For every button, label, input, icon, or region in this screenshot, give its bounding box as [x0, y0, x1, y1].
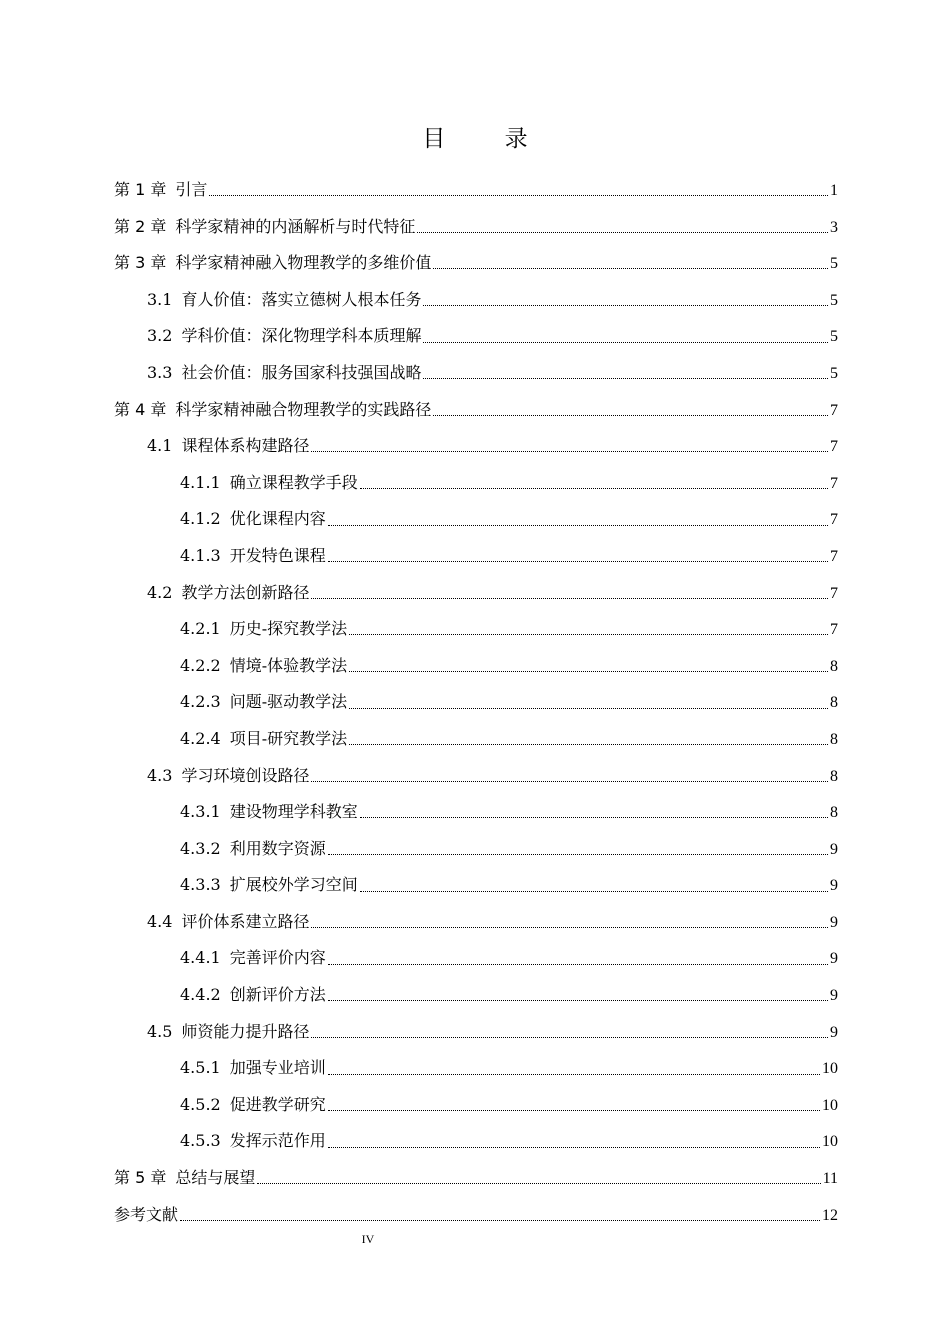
toc-dot-leader: [433, 402, 828, 418]
toc-entry[interactable]: [114, 428, 838, 465]
toc-entry-page: 7: [830, 401, 838, 419]
toc-entry-number: 4.4.2: [180, 985, 221, 1005]
toc-entry-page: 9: [830, 1023, 838, 1041]
toc-entry[interactable]: [114, 867, 838, 904]
toc-entry-page: 8: [830, 730, 838, 748]
toc-entry-page: 7: [830, 547, 838, 565]
toc-entry-page: 5: [830, 328, 838, 346]
toc-dot-leader: [433, 255, 828, 271]
toc-entry-title: 科学家精神的内涵解析与时代特征: [175, 216, 416, 236]
toc-entry-title: 建设物理学科教室: [229, 802, 358, 822]
toc-dot-leader: [328, 1097, 820, 1113]
toc-entry[interactable]: [114, 758, 838, 795]
toc-entry[interactable]: [114, 977, 838, 1014]
toc-entry[interactable]: [114, 940, 838, 977]
toc-entry-title: 历史-探究教学法: [229, 619, 348, 639]
toc-dot-leader: [349, 695, 828, 711]
toc-entry-number: 第 4 章: [114, 399, 167, 419]
toc-entry[interactable]: [114, 392, 838, 429]
toc-dot-leader: [417, 219, 828, 235]
toc-entry-title: 评价体系建立路径: [181, 911, 310, 931]
toc-dot-leader: [423, 329, 828, 345]
toc-entry-page: 7: [830, 621, 838, 639]
toc-entry-page: 8: [830, 767, 838, 785]
toc-entry-page: 12: [822, 1206, 838, 1224]
toc-entry-number: 4.3.3: [180, 875, 221, 895]
toc-entry[interactable]: [114, 245, 838, 282]
toc-dot-leader: [328, 548, 828, 564]
toc-dot-leader: [311, 1024, 828, 1040]
toc-dot-leader: [349, 731, 828, 747]
toc-entry[interactable]: [114, 575, 838, 612]
toc-entry-page: 8: [830, 694, 838, 712]
toc-title: 目 录: [422, 126, 554, 152]
toc-entry[interactable]: [114, 1160, 838, 1197]
toc-dot-leader: [209, 182, 828, 198]
toc-dot-leader: [328, 512, 828, 528]
toc-entry-page: 7: [830, 474, 838, 492]
toc-entry-page: 9: [830, 950, 838, 968]
toc-entry-page: 10: [822, 1060, 838, 1078]
toc-entry-page: 7: [830, 511, 838, 529]
toc-entry[interactable]: [114, 1197, 838, 1234]
toc-dot-leader: [328, 1134, 820, 1150]
toc-entry[interactable]: [114, 904, 838, 941]
toc-entry-number: 第 1 章: [114, 180, 167, 199]
toc-entry-title: 学习环境创设路径: [181, 765, 310, 785]
toc-entry[interactable]: [114, 1014, 838, 1051]
toc-entry-page: 5: [830, 364, 838, 382]
toc-entry[interactable]: [114, 1123, 838, 1160]
toc-entry-page: 11: [822, 1170, 838, 1188]
toc-dot-leader: [311, 438, 828, 454]
toc-entry-title: 情境-体验教学法: [229, 655, 348, 675]
toc-dot-leader: [328, 1061, 820, 1077]
toc-entry-title: 利用数字资源: [229, 838, 326, 858]
toc-entry[interactable]: [114, 465, 838, 502]
toc-entry-number: 4.2.3: [180, 692, 221, 712]
toc-entry-title: 参考文献: [114, 1204, 179, 1224]
toc-entry-title: 科学家精神融合物理教学的实践路径: [175, 399, 432, 419]
toc-entry-number: 4.5: [147, 1021, 173, 1041]
toc-entry-number: 4.1.1: [180, 472, 221, 492]
toc-entry-number: 4.2.4: [180, 728, 221, 748]
toc-entry-page: 8: [830, 657, 838, 675]
toc-entry[interactable]: [114, 318, 838, 355]
toc-entry-page: 3: [830, 218, 838, 236]
toc-entry-title: 教学方法创新路径: [181, 582, 310, 602]
toc-entry-title: 加强专业培训: [229, 1058, 326, 1078]
toc-entry-page: 5: [830, 291, 838, 309]
toc-entry-page: 9: [830, 840, 838, 858]
toc-dot-leader: [328, 987, 828, 1003]
toc-entry-number: 4.2.1: [180, 619, 221, 639]
toc-dot-leader: [328, 841, 828, 857]
toc-entry-number: 3.1: [147, 289, 173, 309]
toc-entry-title: 社会价值：服务国家科技强国战略: [181, 362, 422, 382]
toc-entry-title: 科学家精神融入物理教学的多维价值: [175, 253, 432, 273]
toc-entry-page: 5: [830, 255, 838, 273]
toc-dot-leader: [311, 914, 828, 930]
toc-entry[interactable]: [114, 1050, 838, 1087]
toc-entry-number: 4.1.2: [180, 509, 221, 529]
toc-entry-title: 完善评价内容: [229, 948, 326, 968]
toc-entry-number: 第 3 章: [114, 253, 167, 273]
toc-entry-page: 9: [830, 987, 838, 1005]
toc-dot-leader: [311, 768, 828, 784]
toc-entry-number: 4.2.2: [180, 655, 221, 675]
toc-entry-page: 1: [830, 182, 838, 199]
toc-entry-title: 项目-研究教学法: [229, 728, 348, 748]
toc-entry[interactable]: [114, 282, 838, 319]
toc-list: [114, 172, 838, 1233]
toc-dot-leader: [328, 951, 828, 967]
toc-entry-number: 4.1.3: [180, 545, 221, 565]
toc-dot-leader: [423, 365, 828, 381]
toc-entry-number: 4.3.1: [180, 802, 221, 822]
toc-entry[interactable]: [114, 172, 838, 209]
toc-entry-number: 4.4: [147, 911, 173, 931]
toc-entry-page: 10: [822, 1096, 838, 1114]
toc-entry-title: 发挥示范作用: [229, 1131, 326, 1151]
toc-entry-title: 问题-驱动教学法: [229, 692, 348, 712]
toc-entry-page: 10: [822, 1133, 838, 1151]
toc-entry-page: 8: [830, 804, 838, 822]
toc-entry-title: 学科价值：深化物理学科本质理解: [181, 326, 422, 346]
toc-entry[interactable]: [114, 611, 838, 648]
toc-entry-title: 总结与展望: [175, 1168, 256, 1188]
toc-entry[interactable]: [114, 721, 838, 758]
toc-dot-leader: [423, 292, 828, 308]
toc-entry[interactable]: [114, 355, 838, 392]
toc-entry[interactable]: [114, 648, 838, 685]
toc-entry-title: 育人价值：落实立德树人根本任务: [181, 289, 422, 309]
toc-entry[interactable]: [114, 794, 838, 831]
toc-entry-number: 4.1: [147, 436, 173, 456]
toc-dot-leader: [311, 585, 828, 601]
toc-entry-number: 4.2: [147, 582, 173, 602]
toc-entry[interactable]: [114, 501, 838, 538]
toc-dot-leader: [257, 1170, 820, 1186]
toc-entry-title: 课程体系构建路径: [181, 436, 310, 456]
toc-entry-title: 促进教学研究: [229, 1094, 326, 1114]
toc-entry-title: 确立课程教学手段: [229, 472, 358, 492]
toc-entry[interactable]: [114, 684, 838, 721]
toc-entry-page: 9: [830, 877, 838, 895]
toc-dot-leader: [360, 878, 828, 894]
toc-entry-page: 9: [830, 913, 838, 931]
toc-entry-number: 4.5.2: [180, 1094, 221, 1114]
toc-entry-number: 4.5.3: [180, 1131, 221, 1151]
toc-dot-leader: [349, 658, 828, 674]
toc-entry-page: 7: [830, 584, 838, 602]
toc-entry-number: 4.3.2: [180, 838, 221, 858]
toc-dot-leader: [349, 621, 828, 637]
toc-entry-number: 4.5.1: [180, 1058, 221, 1078]
toc-entry-number: 4.4.1: [180, 948, 221, 968]
toc-entry-number: 3.2: [147, 326, 173, 346]
toc-entry-title: 扩展校外学习空间: [229, 875, 358, 895]
toc-entry-number: 4.3: [147, 765, 173, 785]
toc-entry[interactable]: [114, 1087, 838, 1124]
toc-entry-title: 创新评价方法: [229, 985, 326, 1005]
toc-entry[interactable]: [114, 538, 838, 575]
toc-entry-title: 师资能力提升路径: [181, 1021, 310, 1041]
toc-dot-leader: [360, 475, 828, 491]
toc-entry-title: 开发特色课程: [229, 545, 326, 565]
toc-dot-leader: [360, 804, 828, 820]
toc-entry-title: 优化课程内容: [229, 509, 326, 529]
toc-dot-leader: [180, 1207, 820, 1223]
page-number: IV: [361, 1232, 375, 1246]
toc-entry-number: 第 5 章: [114, 1168, 167, 1188]
toc-entry-number: 3.3: [147, 362, 173, 382]
toc-entry[interactable]: [114, 209, 838, 246]
toc-entry-title: 引言: [175, 180, 208, 199]
toc-entry-page: 7: [830, 438, 838, 456]
toc-entry-number: 第 2 章: [114, 216, 167, 236]
toc-entry[interactable]: [114, 831, 838, 868]
